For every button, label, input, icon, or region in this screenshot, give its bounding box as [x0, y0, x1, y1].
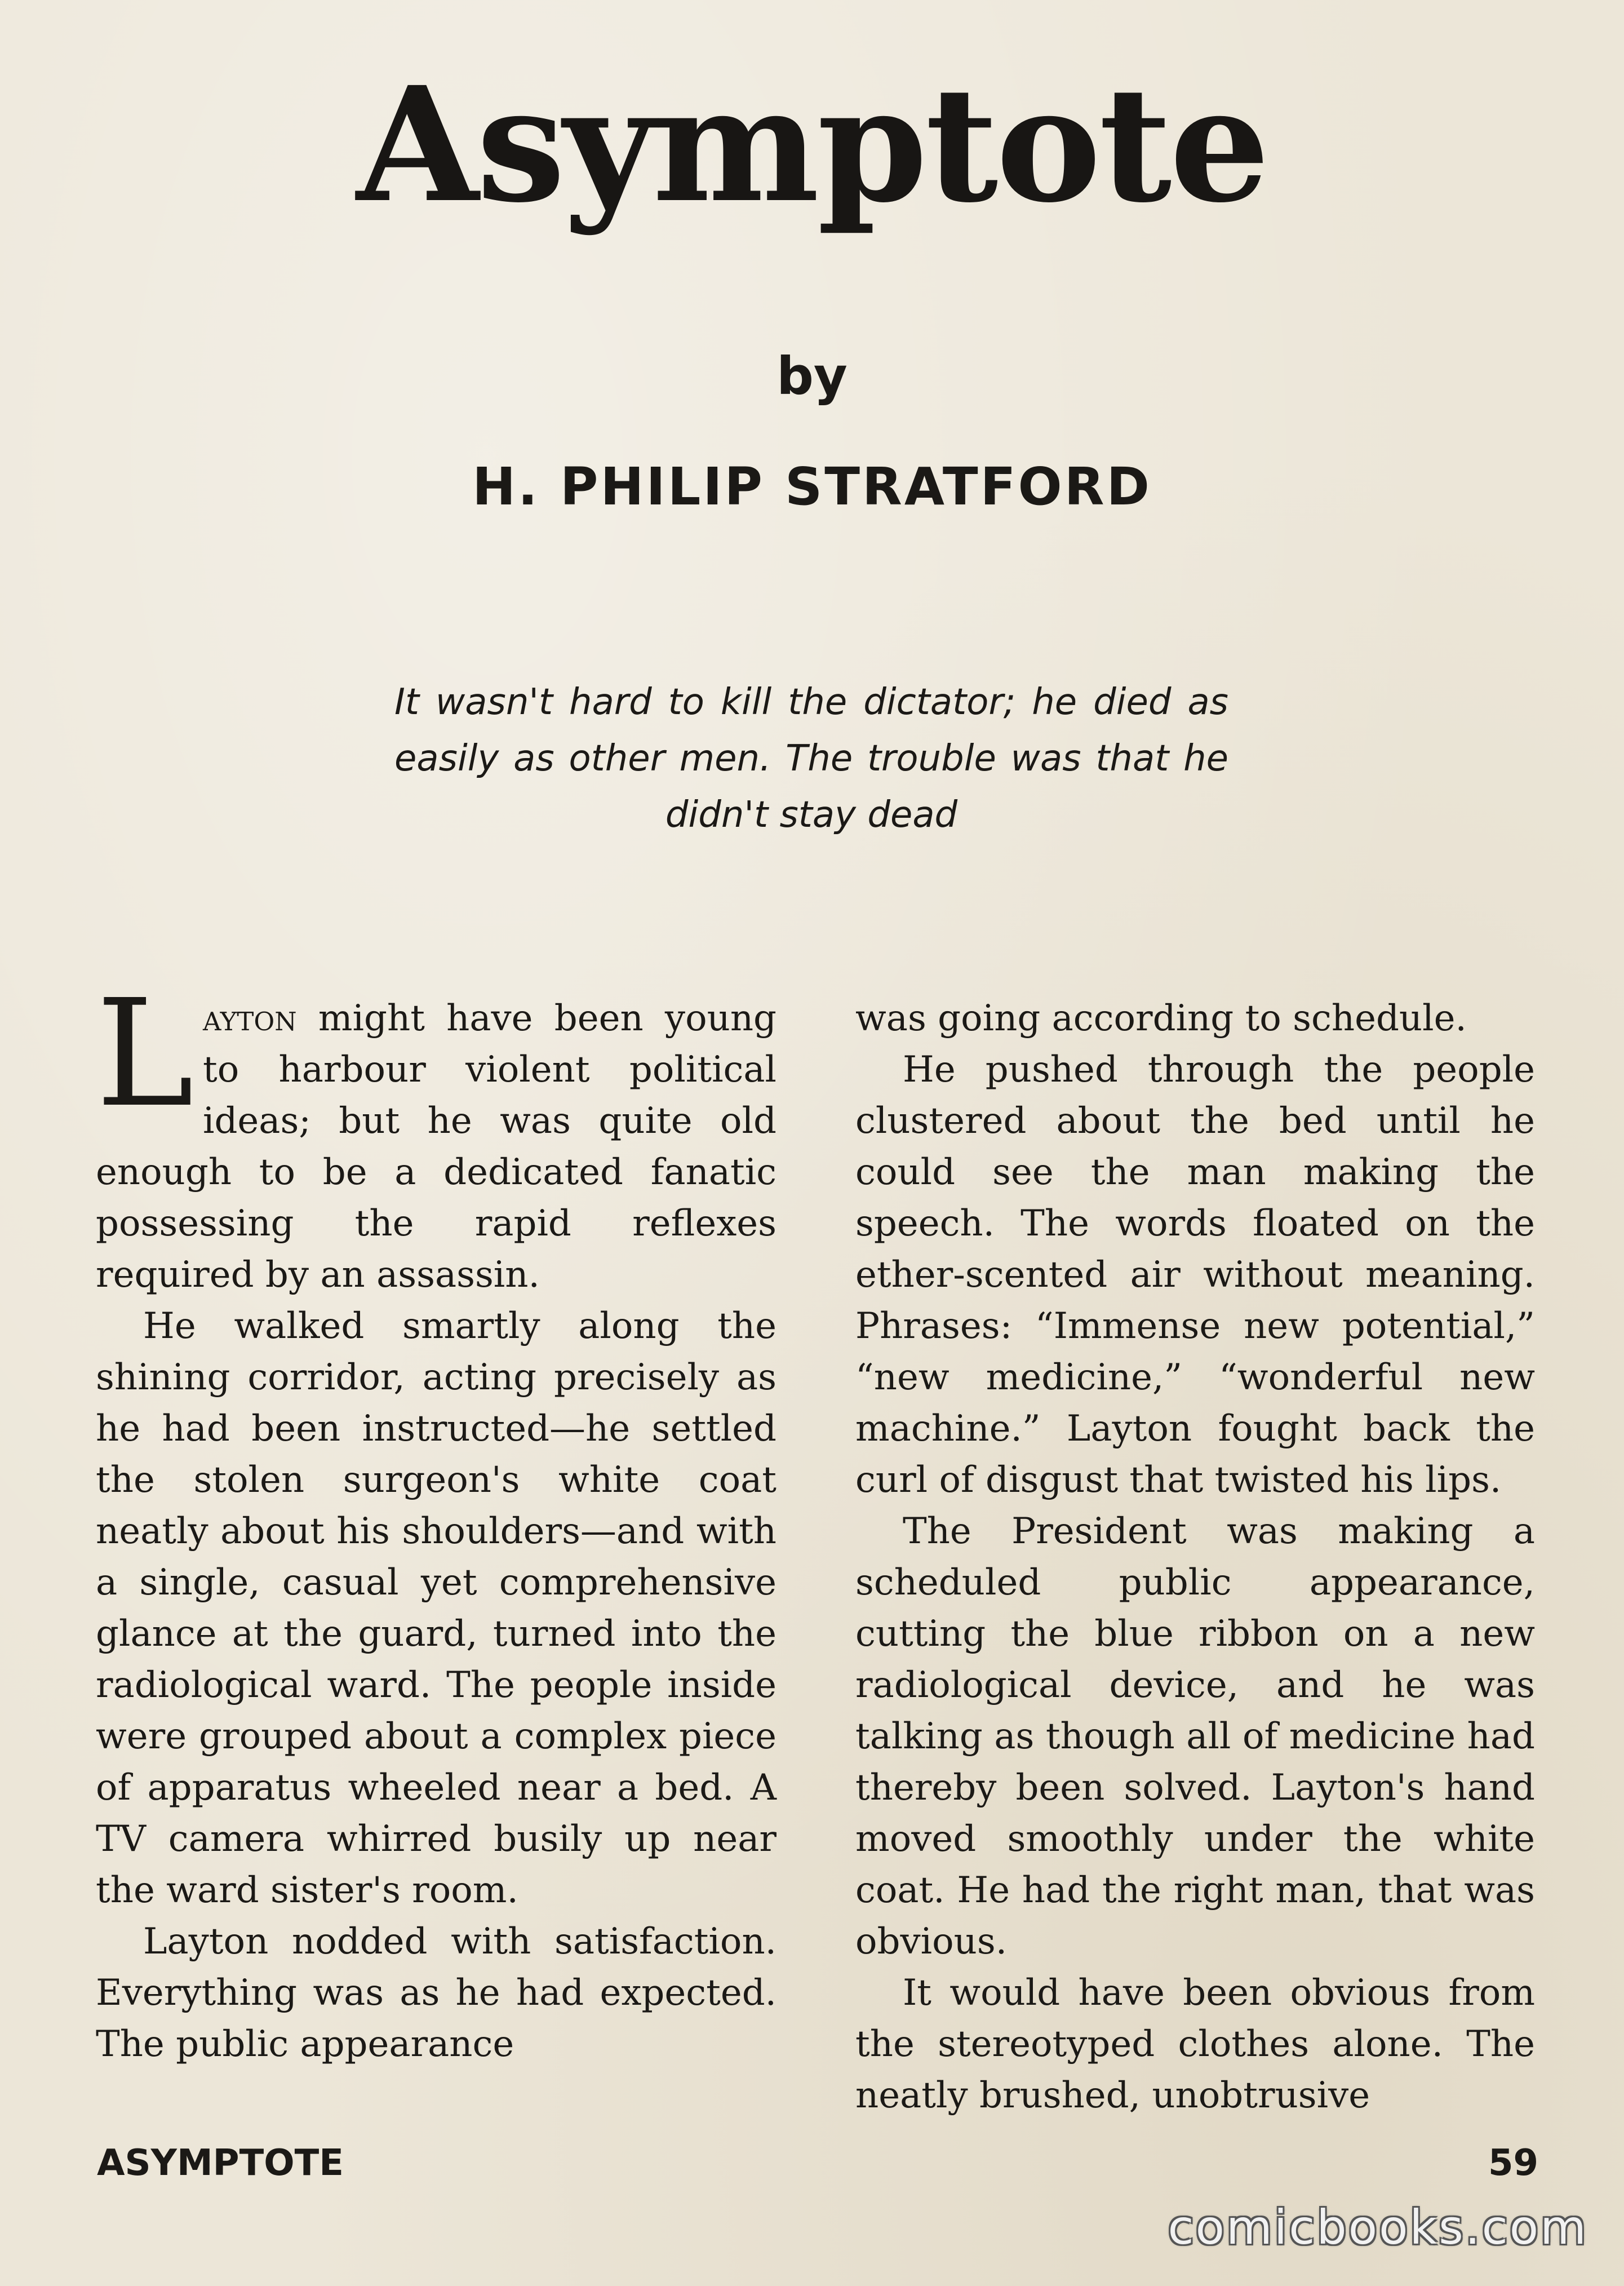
site-watermark: comicbooks.com — [1168, 2200, 1588, 2255]
story-column-right — [855, 993, 1535, 2121]
story-paragraph: The President was making a scheduled public appearance, cutting the blue ribbon on a new radiological device, and he was talking as though all of medicine had thereby been solved. Layton's hand moved smoothly under the white coat. He had the right man, that was obvious. — [855, 1510, 1535, 1962]
story-title: Asymptote — [356, 52, 1268, 238]
story-paragraph: He walked smartly along the shining corridor, acting precisely as he had been instructed—he settled the stolen surgeon's white coat neatly about his shoulders—and with a single, casual yet comprehensive glance at the guard, turned into the radiological ward. The people inside were grouped about a complex piece of apparatus wheeled near a bed. A TV camera whirred busily up near the ward sister's room. — [96, 1305, 776, 1911]
running-title: ASYMPTOTE — [97, 2142, 344, 2184]
author-name: H. PHILIP STRATFORD — [472, 457, 1152, 517]
story-paragraph: was going according to schedule. — [855, 998, 1467, 1039]
page-number: 59 — [1488, 2142, 1538, 2184]
story-paragraph: Layton nodded with satisfaction. Everything was as he had expected. The public appearance — [96, 1921, 776, 2065]
drop-cap: L — [96, 968, 194, 1140]
byline-by: by — [776, 346, 848, 406]
story-paragraph: It would have been obvious from the stereotyped clothes alone. The neatly brushed, unobtrusive — [855, 1972, 1535, 2116]
story-paragraph: He pushed through the people clustered about the bed until he could see the man making the speech. The words floated on the ether-scented air without meaning. Phrases: “Immense new potential,” “new medicine,” “wonderful new machine.” Layton fought back the curl of disgust that twisted his lips. — [855, 1049, 1535, 1501]
story-column-left — [96, 968, 776, 2070]
story-paragraph — [96, 968, 776, 1301]
paragraph-text: might have been young to harbour violent political ideas; but he was quite old enough to be a dedicated fanatic possessing the rapid reflexes required by an assassin. — [96, 998, 776, 1296]
story-blurb: It wasn't hard to kill the dictator; he died as easily as other men. The trouble was that he didn't stay dead — [394, 681, 1228, 836]
lead-word: ayton — [202, 998, 297, 1039]
